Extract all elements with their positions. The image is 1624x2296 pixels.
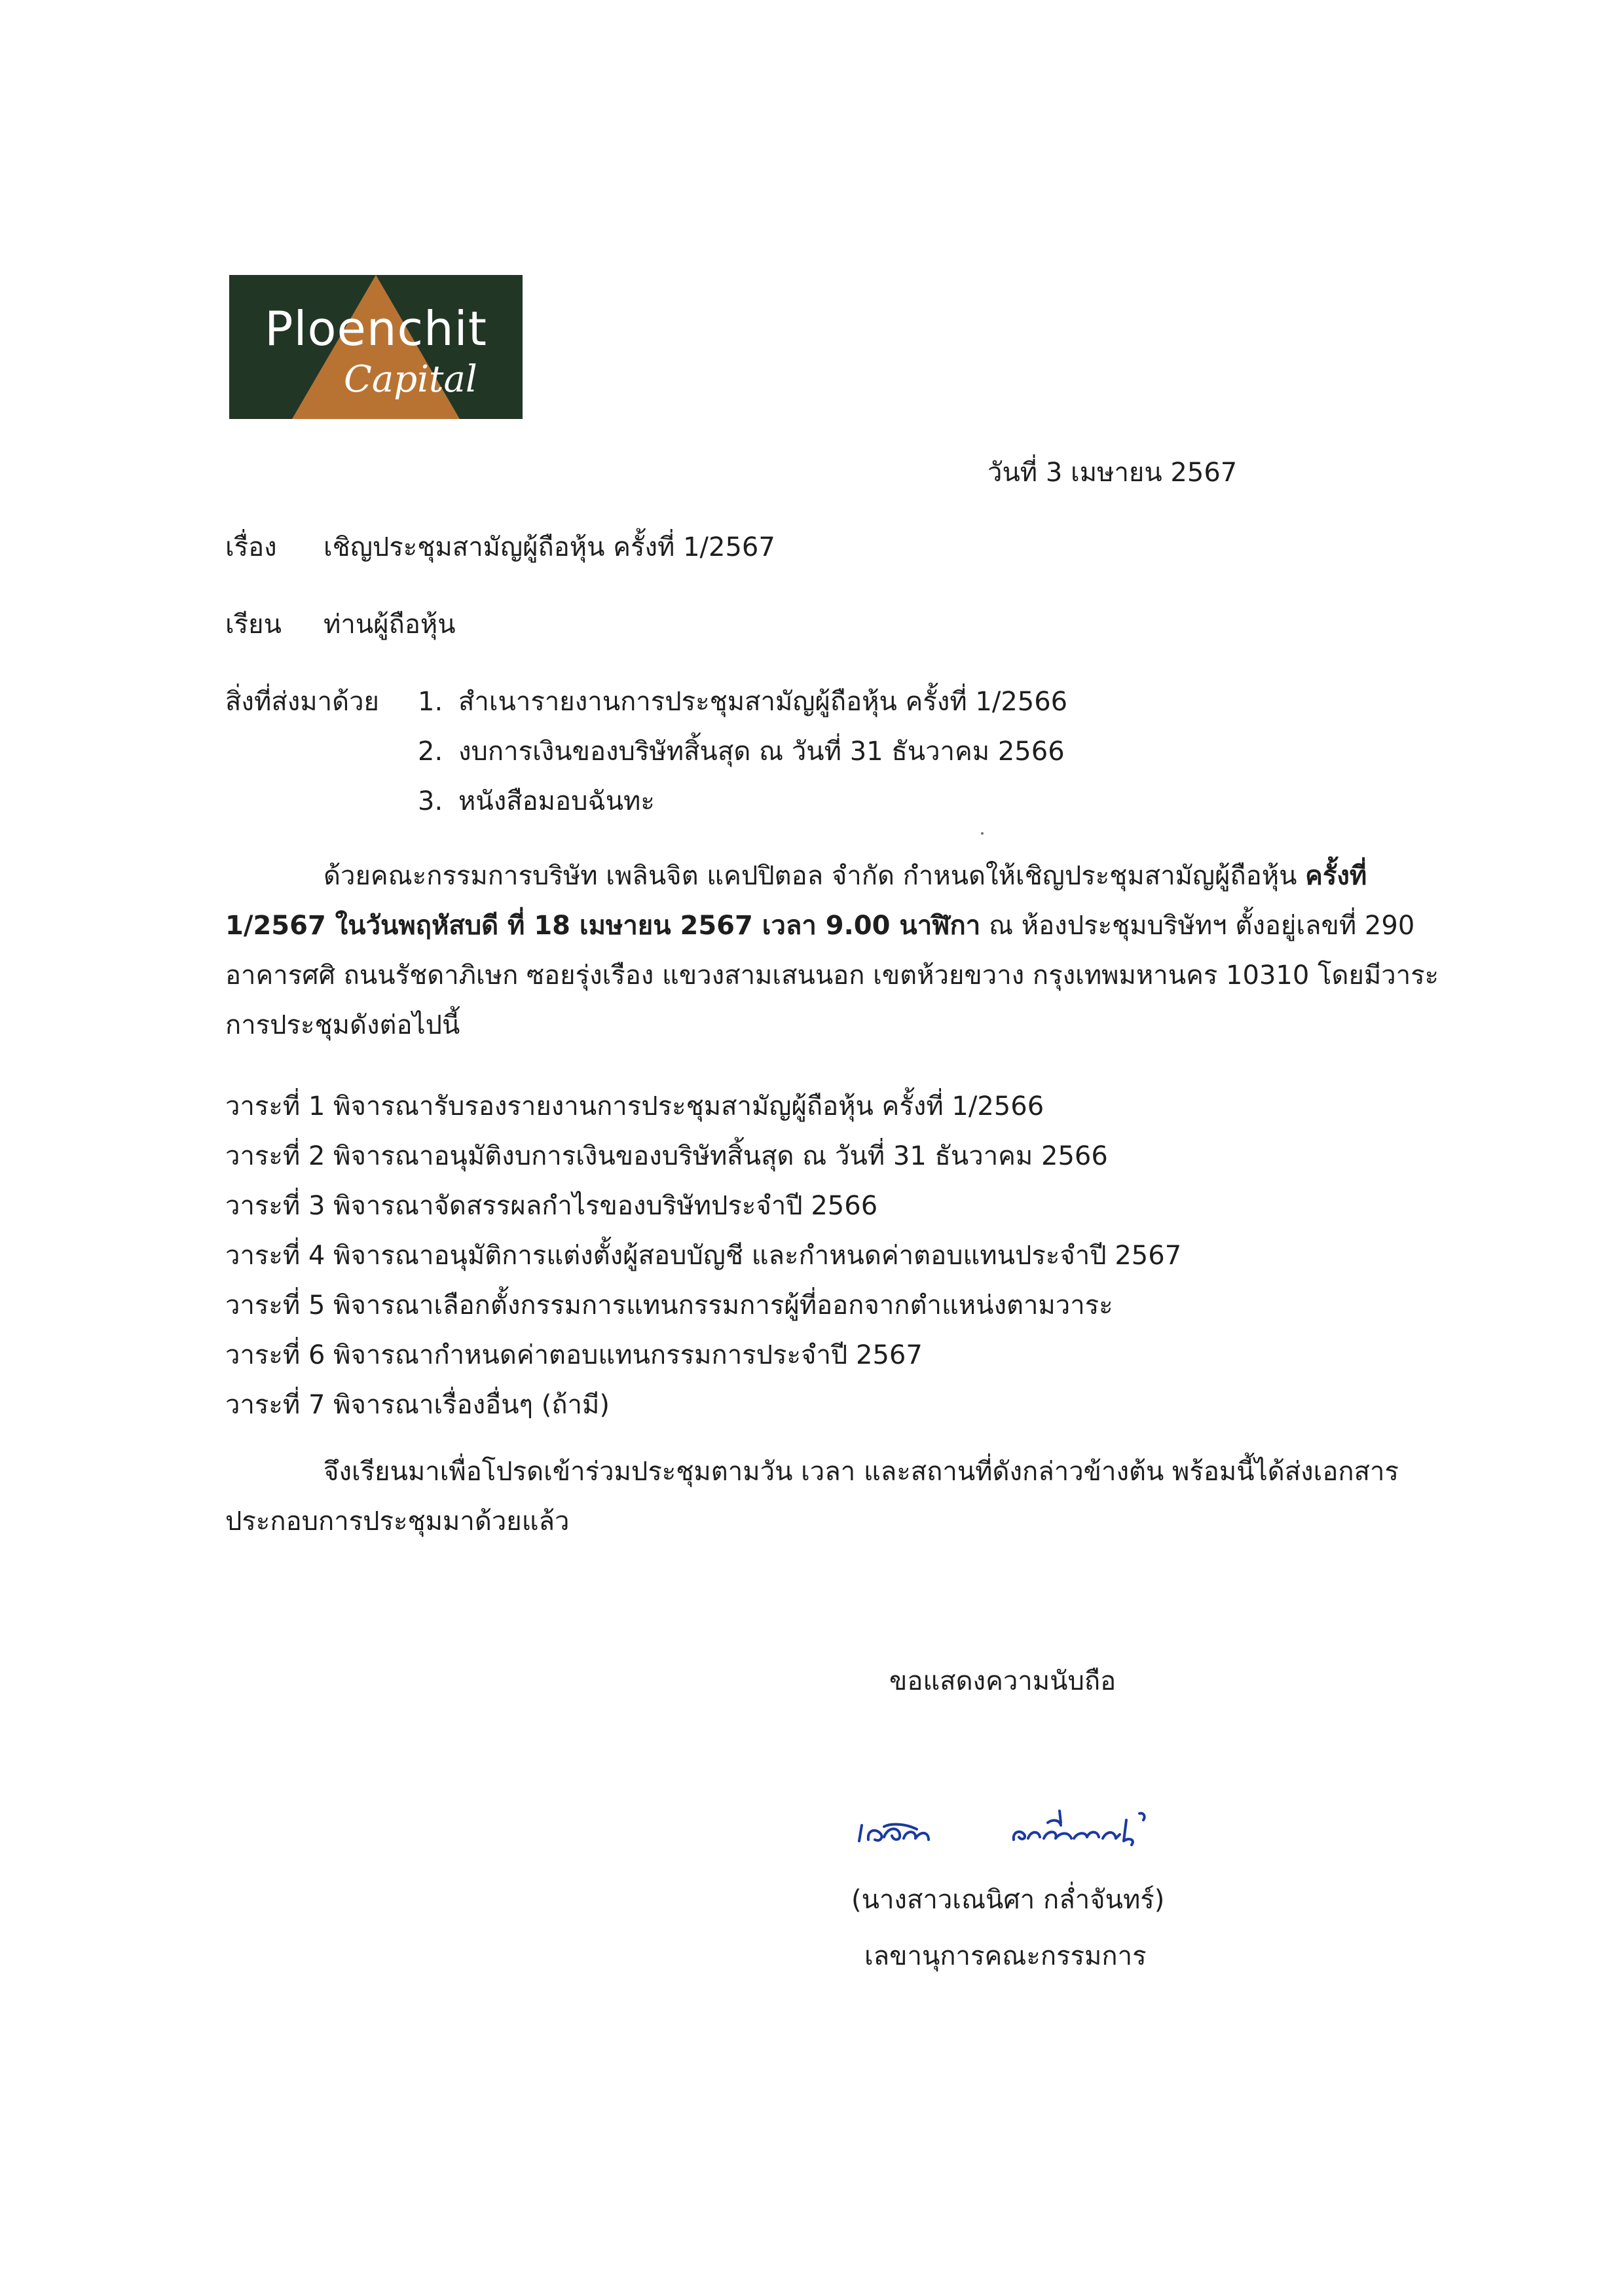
agenda-item: วาระที่ 3 พิจารณาจัดสรรผลกำไรของบริษัทประจำปี 2566 xyxy=(225,1191,878,1221)
meeting-datetime: ครั้งที่ 1/2567 ในวันพฤหัสบดี ที่ 18 เมษายน 2567 เวลา 9.00 นาฬิกา xyxy=(225,861,1367,941)
agenda-item: วาระที่ 4 พิจารณาอนุมัติการแต่งตั้งผู้สอบบัญชี และกำหนดค่าตอบแทนประจำปี 2567 xyxy=(225,1241,1182,1271)
handwritten-signature xyxy=(851,1800,1179,1859)
recipient-text: ท่านผู้ถือหุ้น xyxy=(323,610,456,640)
signatory-name: (นางสาวเณนิศา กล่ำจันทร์) xyxy=(851,1885,1165,1915)
letter-date: วันที่ 3 เมษายน 2567 xyxy=(987,458,1238,488)
agenda-item: วาระที่ 1 พิจารณารับรองรายงานการประชุมสามัญผู้ถือหุ้น ครั้งที่ 1/2566 xyxy=(225,1091,1044,1121)
agenda-item: วาระที่ 5 พิจารณาเลือกตั้งกรรมการแทนกรรมการผู้ที่ออกจากตำแหน่งตามวาระ xyxy=(225,1290,1113,1321)
scan-speck xyxy=(981,832,984,835)
closing-paragraph: จึงเรียนมาเพื่อโปรดเข้าร่วมประชุมตามวัน เวลา และสถานที่ดังกล่าวข้างต้น พร้อมนี้ได้ส่งเอกสารประกอบการประชุมมาด้วยแล้ว xyxy=(225,1457,1399,1537)
signatory-position: เลขานุการคณะกรรมการ xyxy=(864,1941,1147,1971)
enclosures-label: สิ่งที่ส่งมาด้วย xyxy=(225,687,379,717)
closing-salutation: ขอแสดงความนับถือ xyxy=(889,1666,1116,1696)
agenda-item: วาระที่ 2 พิจารณาอนุมัติงบการเงินของบริษัทสิ้นสุด ณ วันที่ 31 ธันวาคม 2566 xyxy=(225,1141,1108,1171)
recipient-label: เรียน xyxy=(225,610,282,640)
agenda-item: วาระที่ 6 พิจารณากำหนดค่าตอบแทนกรรมการประจำปี 2567 xyxy=(225,1340,923,1370)
body-paragraph xyxy=(225,851,1445,1050)
enclosure-item: หนังสือมอบฉันทะ xyxy=(458,786,655,816)
enclosure-number: 3. xyxy=(418,786,443,816)
logo-wordmark: Ploenchit xyxy=(265,301,487,356)
body-text: ด้วยคณะกรรมการบริษัท เพลินจิต แคปปิตอล จำกัด กำหนดให้เชิญประชุมสามัญผู้ถือหุ้น xyxy=(323,861,1306,891)
enclosure-item: งบการเงินของบริษัทสิ้นสุด ณ วันที่ 31 ธันวาคม 2566 xyxy=(458,737,1065,767)
subject-text: เชิญประชุมสามัญผู้ถือหุ้น ครั้งที่ 1/2567 xyxy=(323,532,775,562)
enclosure-number: 1. xyxy=(418,687,443,717)
agenda-item: วาระที่ 7 พิจารณาเรื่องอื่นๆ (ถ้ามี) xyxy=(225,1390,610,1420)
company-logo xyxy=(229,275,523,419)
enclosure-item: สำเนารายงานการประชุมสามัญผู้ถือหุ้น ครั้งที่ 1/2566 xyxy=(458,687,1068,717)
logo-subtitle: Capital xyxy=(344,358,477,401)
body-text: ณ ห้องประชุมบริษัทฯ ตั้งอยู่เลขที่ 290 อาคารศศิ ถนนรัชดาภิเษก ซอยรุ่งเรือง แขวงสามเสนนอก เขตห้วยขวาง กรุงเทพมหานคร 10310 โดยมีวาระการประชุมดังต่อไปนี้ xyxy=(225,911,1439,1040)
enclosure-number: 2. xyxy=(418,737,443,767)
subject-label: เรื่อง xyxy=(225,532,277,562)
